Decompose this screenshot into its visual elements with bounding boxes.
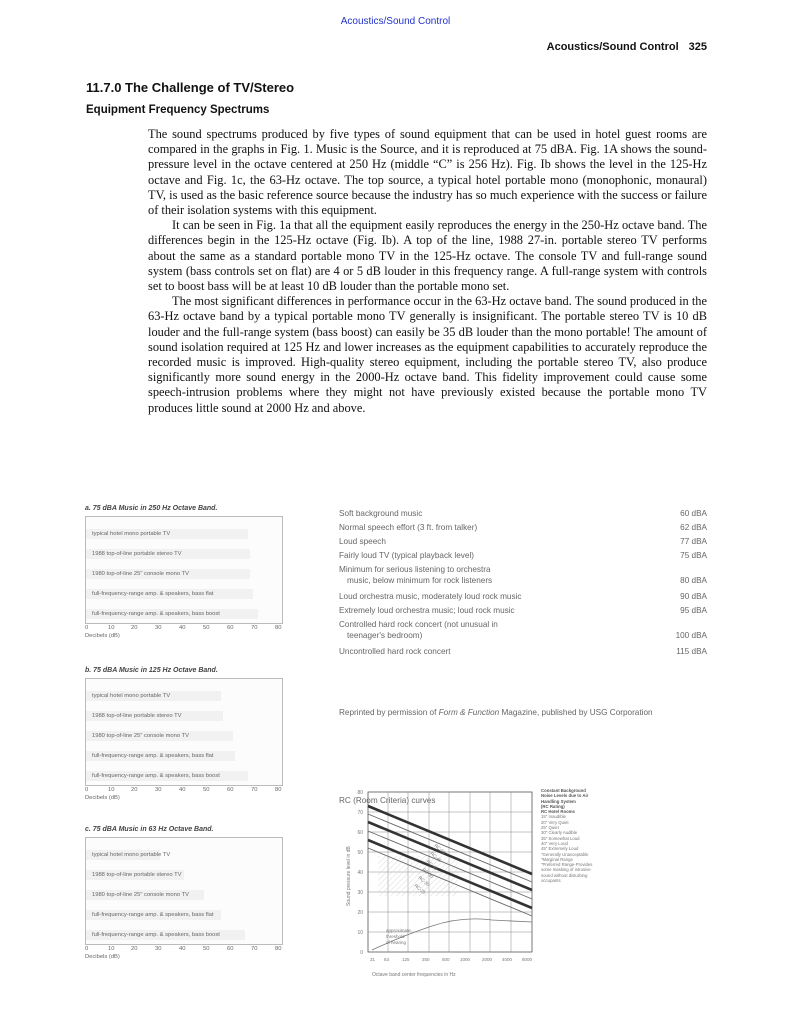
tick-20: 20 — [131, 625, 138, 631]
tick-80: 80 — [275, 787, 282, 793]
row-label: Fairly loud TV (typical playback level) — [339, 551, 474, 560]
reprint-suffix: Magazine, published by USG Corporation — [499, 708, 653, 717]
tick-10: 10 — [108, 625, 115, 631]
row-label: Uncontrolled hard rock concert — [339, 647, 451, 656]
legend-item: 20" Very Quiet — [541, 819, 569, 825]
legend-title: Handling System — [541, 798, 576, 804]
figure-b-xlabel: Decibels (dB) — [85, 795, 120, 801]
rc-xtick: 31 — [370, 957, 376, 962]
table-row — [339, 550, 709, 564]
rc-curve-label: RC-25 — [413, 882, 427, 896]
row-label: Controlled hard rock concert (not unusual in — [339, 620, 498, 629]
page-number: 325 — [688, 41, 707, 53]
figure-a-row-3: 1980 top-of-line 25" console mono TV — [92, 571, 190, 577]
table-row — [339, 591, 709, 605]
sound-level-table — [339, 508, 709, 660]
rc-ytick: 0 — [360, 950, 363, 956]
figure-c-row-4: full-frequency-range amp. & speakers, bass flat — [92, 912, 214, 918]
rc-ytick: 40 — [357, 870, 363, 876]
figure-a-ticks — [85, 624, 285, 633]
rc-curve-label: RC-40 — [425, 858, 439, 872]
figure-b-row-5: full-frequency-range amp. & speakers, bass boost — [92, 773, 220, 779]
figure-a-xlabel: Decibels (dB) — [85, 633, 120, 639]
figure-c-plot — [85, 837, 283, 945]
row-label: Extremely loud orchestra music; loud rock music — [339, 606, 515, 615]
tick-60: 60 — [227, 946, 234, 952]
figure-c-ticks — [85, 945, 285, 954]
rc-curve-label: RC-45 — [429, 850, 443, 864]
legend-title: (RC Rating) — [541, 803, 565, 809]
threshold-label: of hearing — [386, 940, 407, 945]
rc-ytick: 30 — [357, 890, 363, 896]
rc-xtick: 250 — [422, 957, 430, 962]
tick-50: 50 — [203, 787, 210, 793]
figure-a — [85, 505, 295, 639]
running-head — [547, 41, 707, 53]
rc-xtick: 500 — [442, 957, 450, 962]
figure-b-ticks — [85, 786, 285, 795]
legend-item: 45" Extremely Loud — [541, 846, 579, 852]
legend-title: Noise Levels due to Air — [541, 793, 589, 799]
figure-a-row-1: typical hotel mono portable TV — [92, 531, 171, 537]
legend-title: RC Hotel Rooms — [541, 809, 575, 815]
row-label: Loud orchestra music, moderately loud rock music — [339, 592, 522, 601]
figure-b-plot — [85, 678, 283, 786]
section-title: 11.7.0 The Challenge of TV/Stereo — [86, 80, 295, 95]
figure-c-row-1: typical hotel mono portable TV — [92, 852, 171, 858]
tick-40: 40 — [179, 787, 186, 793]
row-value: 90 dBA — [680, 592, 707, 601]
tick-60: 60 — [227, 625, 234, 631]
figure-c-title: c. 75 dBA Music in 63 Hz Octave Band. — [85, 826, 214, 833]
legend-item: 35" Somewhat Loud — [541, 835, 580, 841]
tick-30: 30 — [155, 946, 162, 952]
legend-item: 30" Clearly Audible — [541, 830, 578, 836]
rc-ylabel: Sound pressure level in dB — [346, 846, 352, 906]
row-value: 95 dBA — [680, 606, 707, 615]
figure-c-xlabel: Decibels (dB) — [85, 954, 120, 960]
row-value: 75 dBA — [680, 551, 707, 560]
rc-xtick: 63 — [384, 957, 390, 962]
row-label: Loud speech — [339, 537, 386, 546]
tick-30: 30 — [155, 787, 162, 793]
table-row — [339, 646, 709, 660]
table-row — [339, 508, 709, 522]
figure-a-row-2: 1988 top-of-line portable stereo TV — [92, 551, 182, 557]
row-label-cont: teenager's bedroom) — [347, 631, 423, 640]
tick-80: 80 — [275, 625, 282, 631]
figure-c — [85, 826, 295, 960]
tick-70: 70 — [251, 787, 258, 793]
row-value: 80 dBA — [680, 576, 707, 585]
row-label: Normal speech effort (3 ft. from talker) — [339, 523, 478, 532]
row-label: Minimum for serious listening to orchestra — [339, 565, 491, 574]
row-value: 100 dBA — [675, 631, 707, 640]
tick-60: 60 — [227, 787, 234, 793]
threshold-label: threshold — [386, 934, 405, 939]
tick-40: 40 — [179, 625, 186, 631]
table-row — [339, 564, 709, 591]
reprint-prefix: Reprinted by permission of — [339, 708, 439, 717]
rc-chart — [342, 786, 542, 990]
rc-chart-title: RC (Room Criteria) curves — [339, 796, 436, 805]
row-label-cont: music, below minimum for rock listeners — [347, 576, 493, 585]
legend-item: 15" Inaudible — [541, 814, 566, 820]
rc-xtick: 2000 — [482, 957, 493, 962]
tick-0: 0 — [85, 946, 89, 952]
figure-b-title: b. 75 dBA Music in 125 Hz Octave Band. — [85, 667, 218, 674]
paragraph-2: It can be seen in Fig. 1a that all the equipment easily reproduces the energy in the 250-Hz octave band. The differences begin in the 125-Hz octave (Fig. Ib). A top of the line, 1988 27-in. portable stereo TV performs about the same as a standard portable mono TV in the 125-Hz octave. The console TV and full-range sound system (bass controls set on flat) are 4 or 5 dB louder in this frequency range. A full-range system with controls set to boost bass will be at least 10 dB louder than the portable mono set. — [148, 218, 707, 294]
reprint-magazine: Form & Function — [438, 708, 500, 717]
figure-b-row-1: typical hotel mono portable TV — [92, 693, 171, 699]
tick-80: 80 — [275, 946, 282, 952]
table-row — [339, 536, 709, 550]
legend-item: occupants — [541, 878, 561, 884]
figure-a-title: a. 75 dBA Music in 250 Hz Octave Band. — [85, 505, 218, 512]
tick-70: 70 — [251, 946, 258, 952]
rc-xlabel: Octave band center frequencies in Hz — [372, 972, 456, 978]
subsection-title: Equipment Frequency Spectrums — [86, 104, 270, 116]
figure-b-row-4: full-frequency-range amp. & speakers, bass flat — [92, 753, 214, 759]
tick-70: 70 — [251, 625, 258, 631]
figure-a-row-5: full-frequency-range amp. & speakers, bass boost — [92, 611, 220, 617]
rc-xtick: 1000 — [460, 957, 471, 962]
rc-ytick: 60 — [357, 830, 363, 836]
rc-legend — [541, 788, 631, 883]
row-value: 77 dBA — [680, 537, 707, 546]
rc-ytick: 10 — [357, 930, 363, 936]
paragraph-3: The most significant differences in performance occur in the 63-Hz octave band. The sound produced in the 63-Hz octave band by a typical portable mono TV generally is insignificant. The portable stereo TV is 10 dB louder and the full-range system (bass boost) can easily be 35 dB louder than the mono portable! The amount of sound isolation required at 125 Hz and lower increases as the equipment capabilities to accurately reproduce the recorded music is improved. High-quality stereo equipment, including the portable stereo TV, also produce significantly more sound energy in the 2000-Hz octave band. This fidelity improvement could cause some speech-intrusion problems where they might not have previously existed because the portable mono TV produces little sound at 2000 Hz and above. — [148, 294, 707, 415]
rc-ytick: 80 — [357, 790, 363, 796]
rc-ytick: 50 — [357, 850, 363, 856]
tick-0: 0 — [85, 625, 89, 631]
tick-50: 50 — [203, 946, 210, 952]
figure-a-row-4: full-frequency-range amp. & speakers, bass flat — [92, 591, 214, 597]
legend-item: sound without disturbing — [541, 872, 588, 878]
top-link[interactable]: Acoustics/Sound Control — [340, 16, 451, 27]
figure-c-row-3: 1980 top-of-line 25" console mono TV — [92, 892, 190, 898]
running-head-title: Acoustics/Sound Control — [546, 41, 679, 53]
legend-item: "Generally Unacceptable — [541, 851, 589, 857]
legend-item: 40" Very Loud — [541, 840, 568, 846]
legend-item: some masking of intrusive — [541, 867, 591, 873]
rc-curve-label: RC-50 — [433, 842, 447, 856]
tick-10: 10 — [108, 946, 115, 952]
rc-curve-label: RC-30 — [417, 874, 431, 888]
row-value: 60 dBA — [680, 509, 707, 518]
tick-0: 0 — [85, 787, 89, 793]
tick-20: 20 — [131, 787, 138, 793]
tick-10: 10 — [108, 787, 115, 793]
tick-50: 50 — [203, 625, 210, 631]
rc-curve-label: RC-35 — [421, 866, 435, 880]
threshold-label: approximate — [386, 928, 411, 933]
row-label: Soft background music — [339, 509, 423, 518]
rc-xtick: 4000 — [502, 957, 513, 962]
figure-c-row-5: full-frequency-range amp. & speakers, bass boost — [92, 932, 220, 938]
legend-title: Constant Background — [541, 788, 586, 793]
paragraph-1: The sound spectrums produced by five types of sound equipment that can be used in hotel guest rooms are compared in the graphs in Fig. 1. Music is the Source, and it is reproduced at 75 dBA. Fig. 1A shows the sound-pressure level in the octave centered at 250 Hz (middle “C” is 256 Hz). Fig. Ib shows the level in the 125-Hz octave and Fig. 1c, the 63-Hz octave. The top source, a typical hotel portable mono (monophonic, monaural) TV, is used as the basic reference source because the industry has so much experience with the success or failure of their isolation systems with this equipment. — [148, 127, 707, 218]
table-row — [339, 522, 709, 536]
tick-40: 40 — [179, 946, 186, 952]
figure-b-row-3: 1980 top-of-line 25" console mono TV — [92, 733, 190, 739]
table-row — [339, 605, 709, 619]
legend-item: "Marginal Range — [541, 856, 573, 862]
row-value: 115 dBA — [676, 647, 707, 656]
table-row — [339, 619, 709, 646]
figure-b-row-2: 1988 top-of-line portable stereo TV — [92, 713, 182, 719]
figure-a-plot — [85, 516, 283, 624]
tick-20: 20 — [131, 946, 138, 952]
legend-item: "Preferred Range-Provides — [541, 862, 593, 868]
rc-xtick: 125 — [402, 957, 410, 962]
rc-ytick: 20 — [357, 910, 363, 916]
legend-item: 25" Quiet — [541, 825, 559, 831]
body-text — [148, 127, 707, 416]
figure-b — [85, 667, 295, 801]
tick-30: 30 — [155, 625, 162, 631]
row-value: 62 dBA — [680, 523, 707, 532]
reprint-credit — [339, 707, 709, 718]
rc-ytick: 70 — [357, 810, 363, 816]
figure-c-row-2: 1988 top-of-line portable stereo TV — [92, 872, 182, 878]
rc-xtick: 8000 — [522, 957, 533, 962]
